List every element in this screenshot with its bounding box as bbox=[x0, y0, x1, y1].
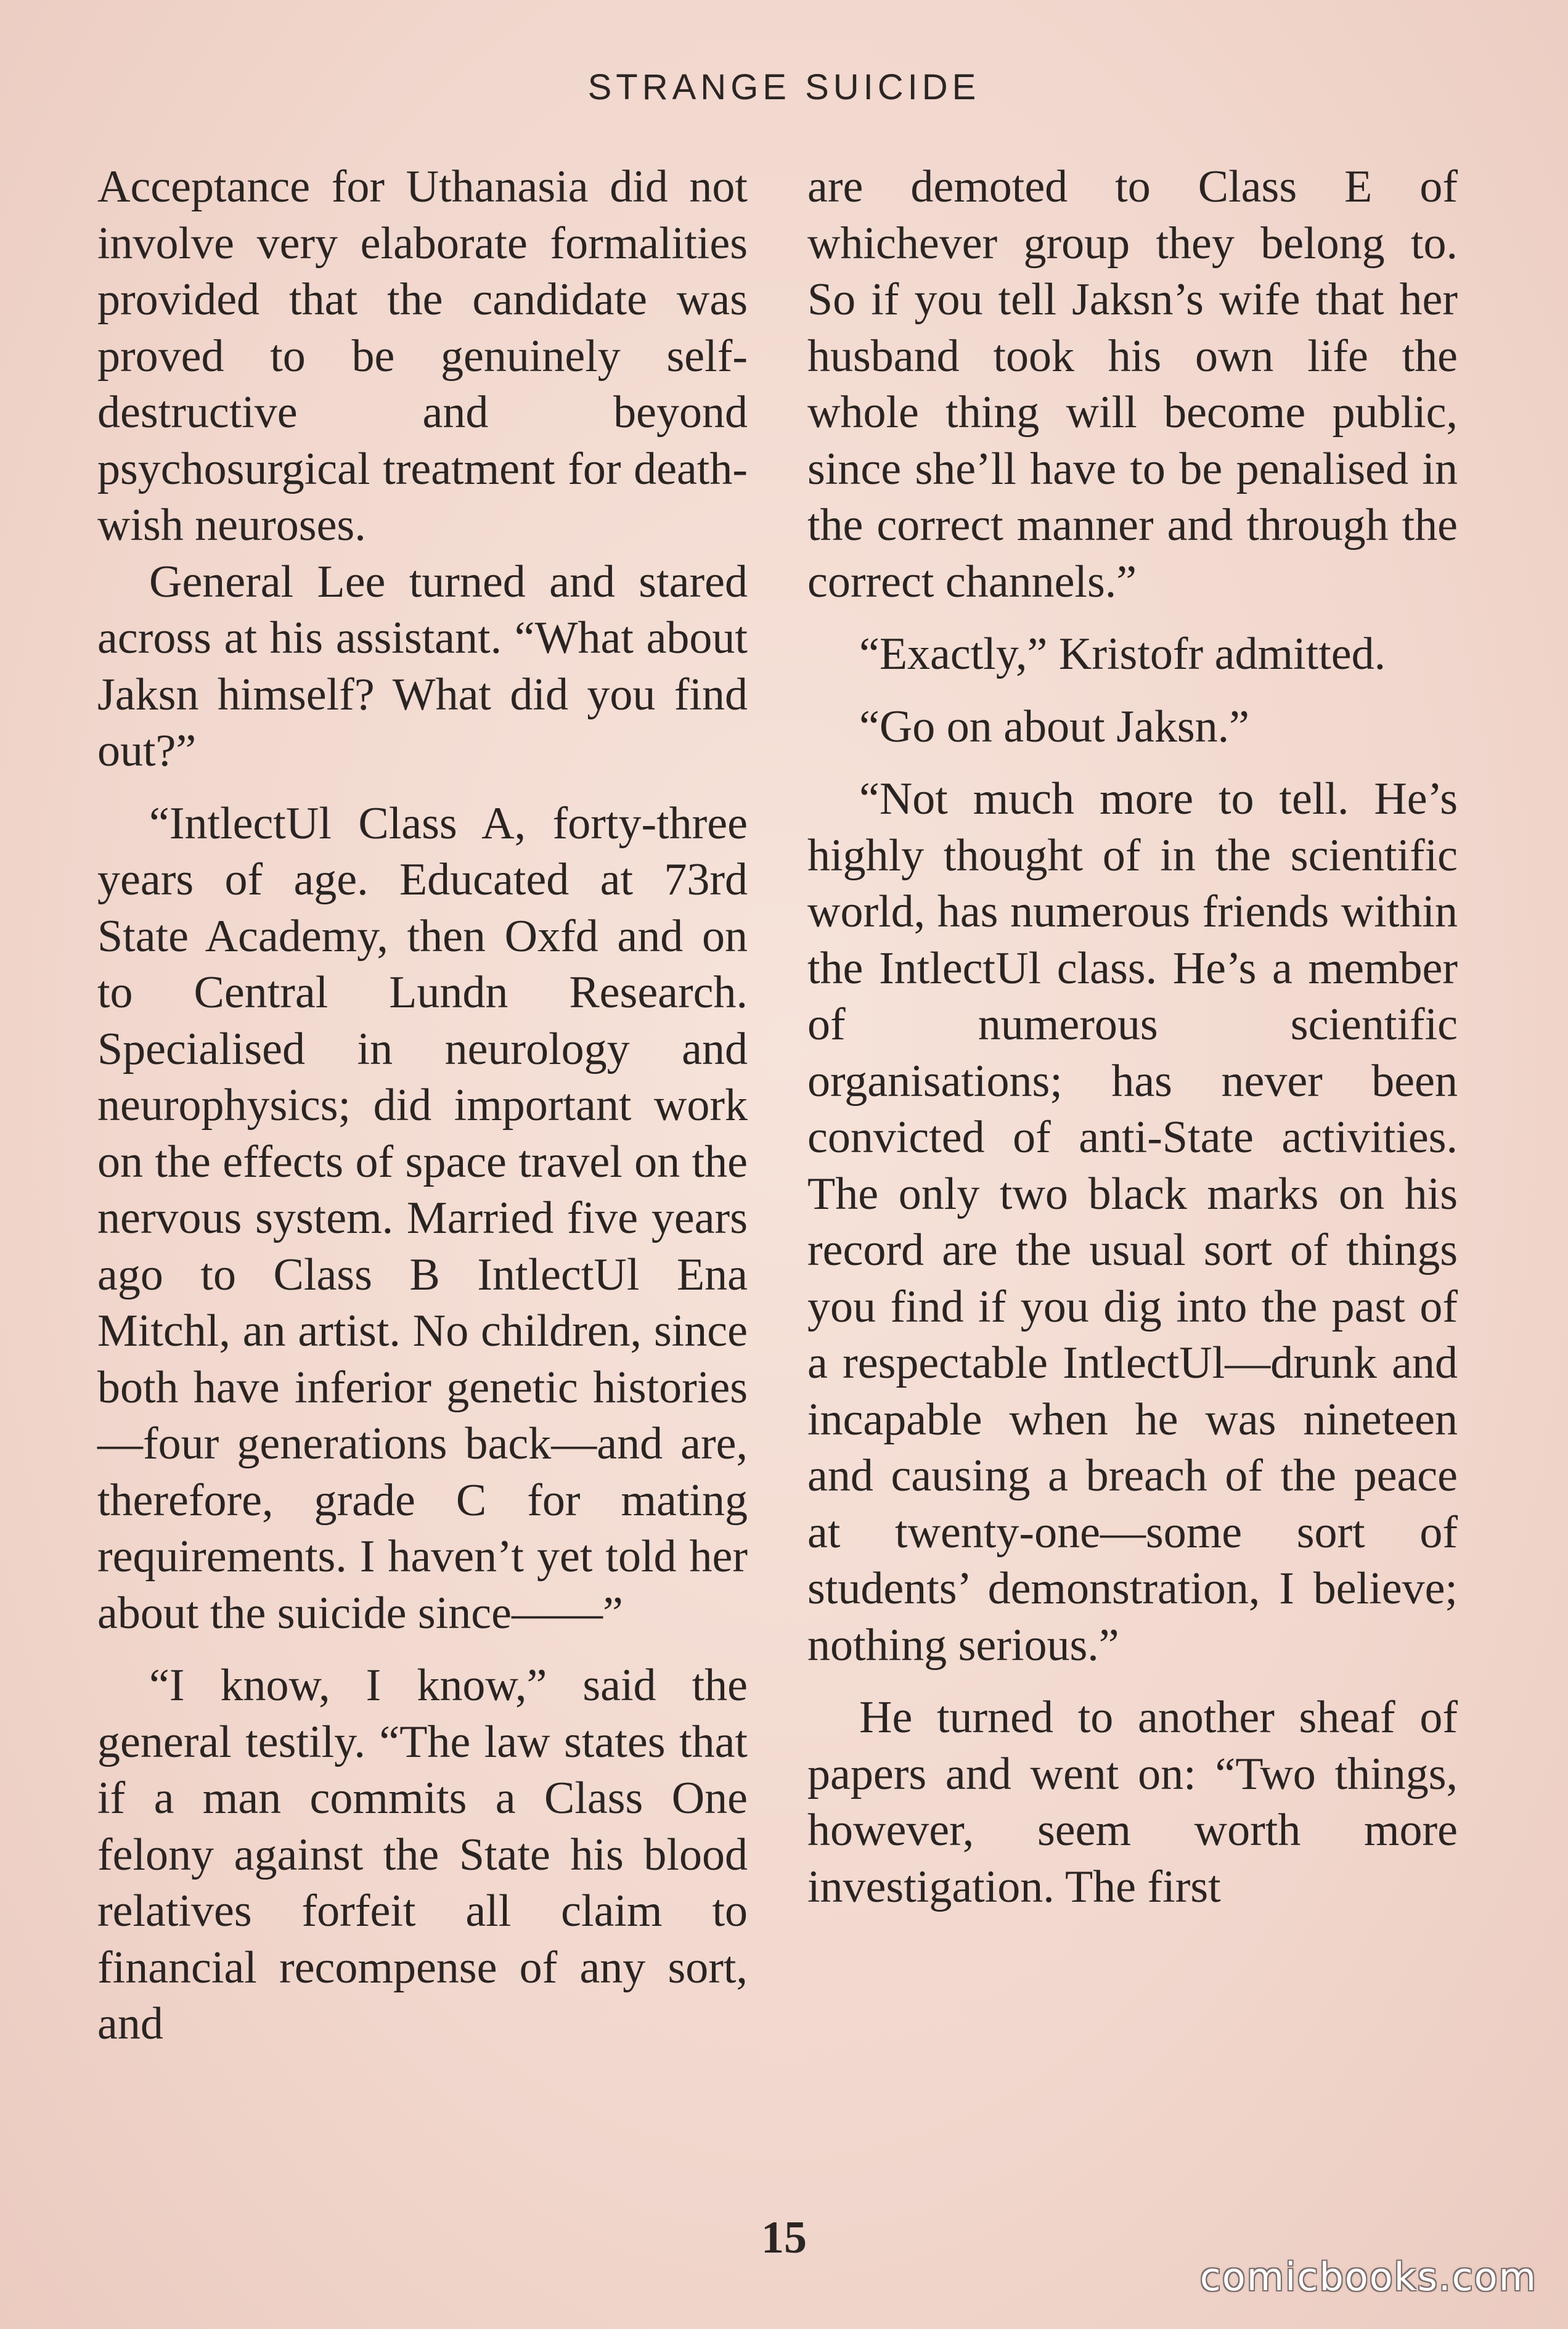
paragraph: “Go on about Jaksn.” bbox=[859, 701, 1249, 752]
paragraph: “IntlectUl Class A, forty-three years of age. Educated at 73rd State Academy, then Oxfd and on to Central Lundn Research. Specialised in neurology and neurophysics; did important work on the effects of space travel on the nervous system. Married five years ago to Class B IntlectUl Ena Mitchl, an artist. No children, since both have inferior genetic histories—four generations back—and are, therefore, grade C for mating requirements. I haven’t yet told her about the suicide since——” bbox=[97, 798, 748, 1639]
paragraph: He turned to another sheaf of papers and went on: “Two things, however, seem worth more investigation. The first bbox=[807, 1692, 1458, 1912]
paragraph: “Exactly,” Kristofr admitted. bbox=[859, 629, 1386, 679]
paragraph: Acceptance for Uthanasia did not involve very elaborate formalities provided that the candidate was proved to be genuinely self-destructive and beyond psychosurgical treatment for death-wish neuroses. bbox=[97, 162, 748, 551]
left-column bbox=[97, 159, 748, 2053]
watermark-logo: comicbooks.com bbox=[1199, 2254, 1537, 2299]
paragraph: “I know, I know,” said the general testily. “The law states that if a man commits a Class One felony against the State his blood relatives forfeit all claim to financial recompense of any sort, and bbox=[97, 1660, 748, 2049]
paragraph: “Not much more to tell. He’s highly thought of in the scientific world, has numerous friends within the IntlectUl class. He’s a member of numerous scientific organisations; has never been convicted of anti-State activities. The only two black marks on his record are the usual sort of things you find if you dig into the past of a respectable IntlectUl—drunk and incapable when he was nineteen and causing a breach of the peace at twenty-one—some sort of students’ demonstration, I believe; nothing serious.” bbox=[807, 774, 1458, 1671]
running-head: STRANGE SUICIDE bbox=[587, 67, 981, 107]
page-number: 15 bbox=[761, 2212, 807, 2263]
paragraph: are demoted to Class E of whichever group they belong to. So if you tell Jaksn’s wife that her husband took his own life the whole thing will become public, since she’ll have to be penalised in the correct manner and through the correct channels.” bbox=[807, 162, 1458, 607]
right-column bbox=[807, 159, 1458, 1915]
paragraph: General Lee turned and stared across at his assistant. “What about Jaksn himself? What did you find out?” bbox=[97, 556, 748, 776]
